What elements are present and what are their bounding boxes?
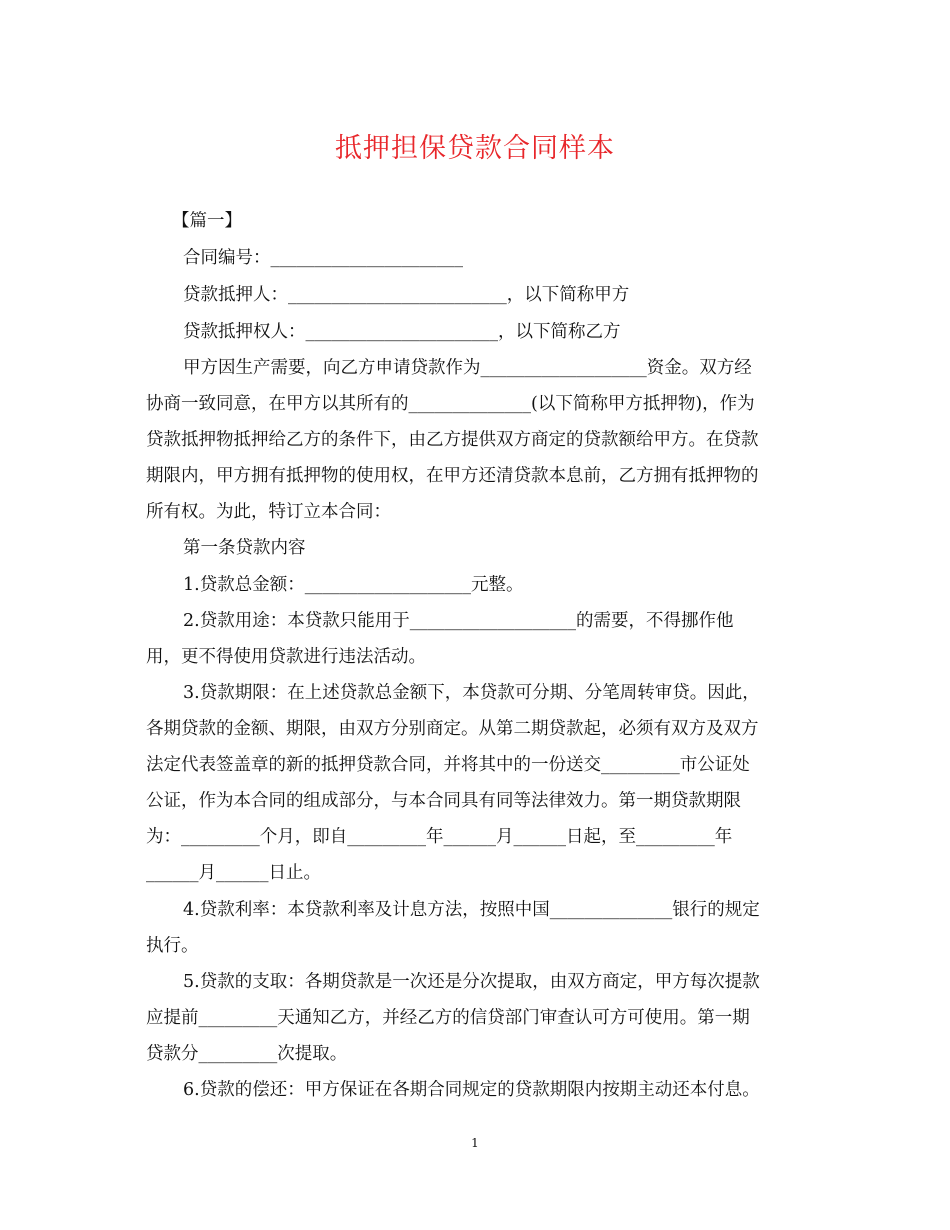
paragraph-line: 期限内，甲方拥有抵押物的使用权，在甲方还清贷款本息前，乙方拥有抵押物的 bbox=[146, 466, 759, 486]
page-title: 抵押担保贷款合同样本 bbox=[335, 133, 615, 164]
clause-line: 公证，作为本合同的组成部分，与本合同具有同等法律效力。第一期贷款期限 bbox=[146, 791, 741, 811]
clause-line: 用，更不得使用贷款进行违法活动。 bbox=[146, 647, 426, 667]
mortgagor-line: 贷款抵押人：_________________________，以下简称甲方 bbox=[183, 285, 630, 305]
contract-number-line: 合同编号：______________________ bbox=[183, 248, 463, 268]
clause-line: 3.贷款期限：在上述贷款总金额下，本贷款可分期、分笔周转审贷。因此， bbox=[183, 683, 760, 703]
section-label: 【篇一】 bbox=[172, 211, 242, 231]
clause-line: 6.贷款的偿还：甲方保证在各期合同规定的贷款期限内按期主动还本付息。 bbox=[183, 1080, 760, 1100]
paragraph-line: 所有权。为此，特订立本合同： bbox=[146, 502, 391, 522]
clause-line: 2.贷款用途：本贷款只能用于___________________的需要，不得挪作他 bbox=[183, 611, 734, 631]
clause-line: 为：_________个月，即自_________年______月______日起，至_________年 bbox=[146, 827, 733, 847]
clause-line: 1.贷款总金额：___________________元整。 bbox=[183, 575, 524, 595]
article-heading: 第一条贷款内容 bbox=[183, 538, 306, 558]
paragraph-line: 甲方因生产需要，向乙方申请贷款作为___________________资金。双方经 bbox=[183, 358, 752, 378]
mortgagee-line: 贷款抵押权人：______________________，以下简称乙方 bbox=[183, 322, 621, 342]
page-number: 1 bbox=[471, 1136, 479, 1150]
clause-line: 执行。 bbox=[146, 936, 199, 956]
clause-line: 法定代表签盖章的新的抵押贷款合同，并将其中的一份送交_________市公证处 bbox=[146, 755, 750, 775]
paragraph-line: 协商一致同意，在甲方以其所有的______________(以下简称甲方抵押物)，作为 bbox=[146, 394, 755, 414]
clause-line: 应提前_________天通知乙方，并经乙方的信贷部门审查认可方可使用。第一期 bbox=[146, 1008, 750, 1028]
clause-line: 贷款分_________次提取。 bbox=[146, 1044, 348, 1064]
clause-line: 4.贷款利率：本贷款利率及计息方法，按照中国______________银行的规定 bbox=[183, 900, 760, 920]
paragraph-line: 贷款抵押物抵押给乙方的条件下，由乙方提供双方商定的贷款额给甲方。在贷款 bbox=[146, 430, 759, 450]
clause-line: 各期贷款的金额、期限，由双方分别商定。从第二期贷款起，必须有双方及双方 bbox=[146, 719, 759, 739]
clause-line: ______月______日止。 bbox=[146, 863, 321, 883]
clause-line: 5.贷款的支取：各期贷款是一次还是分次提取，由双方商定，甲方每次提款 bbox=[183, 972, 760, 992]
